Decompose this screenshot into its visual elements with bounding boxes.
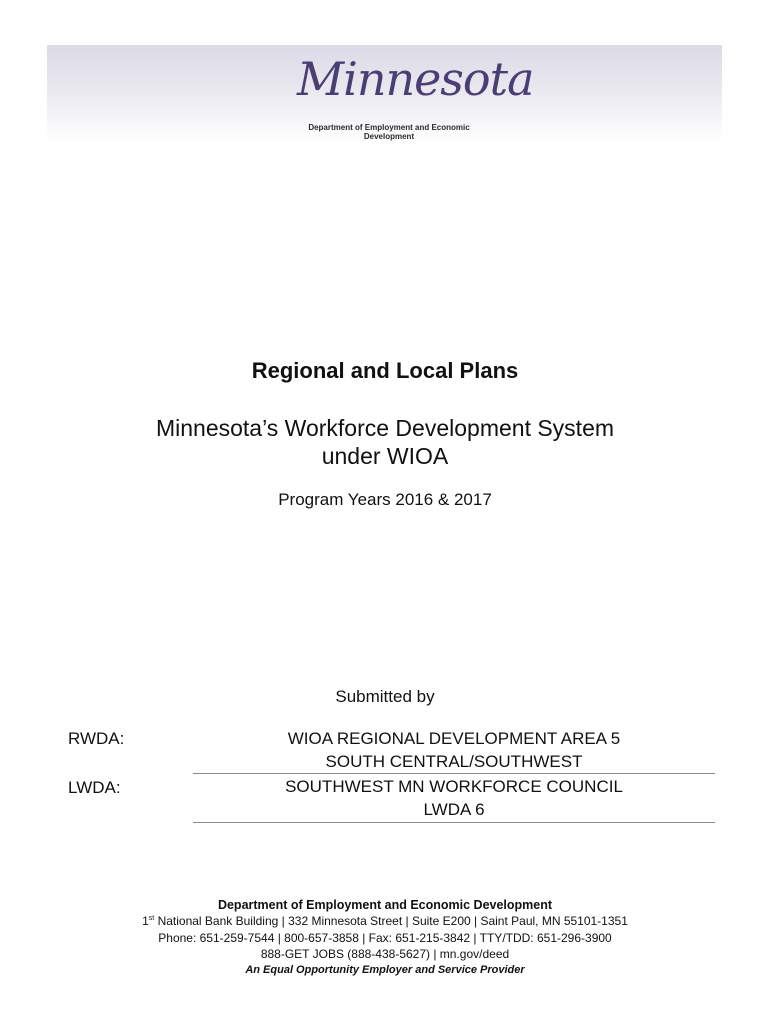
rwda-divider [193,773,715,774]
footer-phones: Phone: 651-259-7544 | 800-657-3858 | Fax: 651-215-3842 | TTY/TDD: 651-296-3900 [158,931,612,945]
minnesota-logo: Minnesota [297,52,534,106]
address-number: 1 [142,914,149,928]
rwda-label: RWDA: [68,729,125,748]
document-subtitle [100,414,670,470]
footer-address [0,913,770,929]
lwda-line-1: SOUTHWEST MN WORKFORCE COUNCIL [285,777,623,796]
address-rest: National Bank Building | 332 Minnesota Street | Suite E200 | Saint Paul, MN 55101-1351 [154,914,628,928]
footer-eeo: An Equal Opportunity Employer and Service Provider [245,964,525,976]
lwda-line-2: LWDA 6 [423,800,485,819]
lwda-divider [193,822,715,823]
document-title: Regional and Local Plans [251,358,519,383]
rwda-line-2: SOUTH CENTRAL/SOUTHWEST [325,752,583,771]
footer-jobs: 888-GET JOBS (888-438-5627) | mn.gov/deed [260,947,510,961]
submitted-by: Submitted by [335,687,435,706]
program-years: Program Years 2016 & 2017 [278,490,492,509]
address-ordinal: st [148,915,155,922]
subtitle-line-2: under WIOA [321,443,449,469]
footer-org: Department of Employment and Economic Development [217,898,553,912]
rwda-line-1: WIOA REGIONAL DEVELOPMENT AREA 5 [287,729,621,748]
header-banner [47,45,722,143]
lwda-label: LWDA: [68,778,121,797]
logo-department-name: Department of Employment and Economic Development [308,123,470,141]
subtitle-line-1: Minnesota’s Workforce Development System [155,415,615,441]
